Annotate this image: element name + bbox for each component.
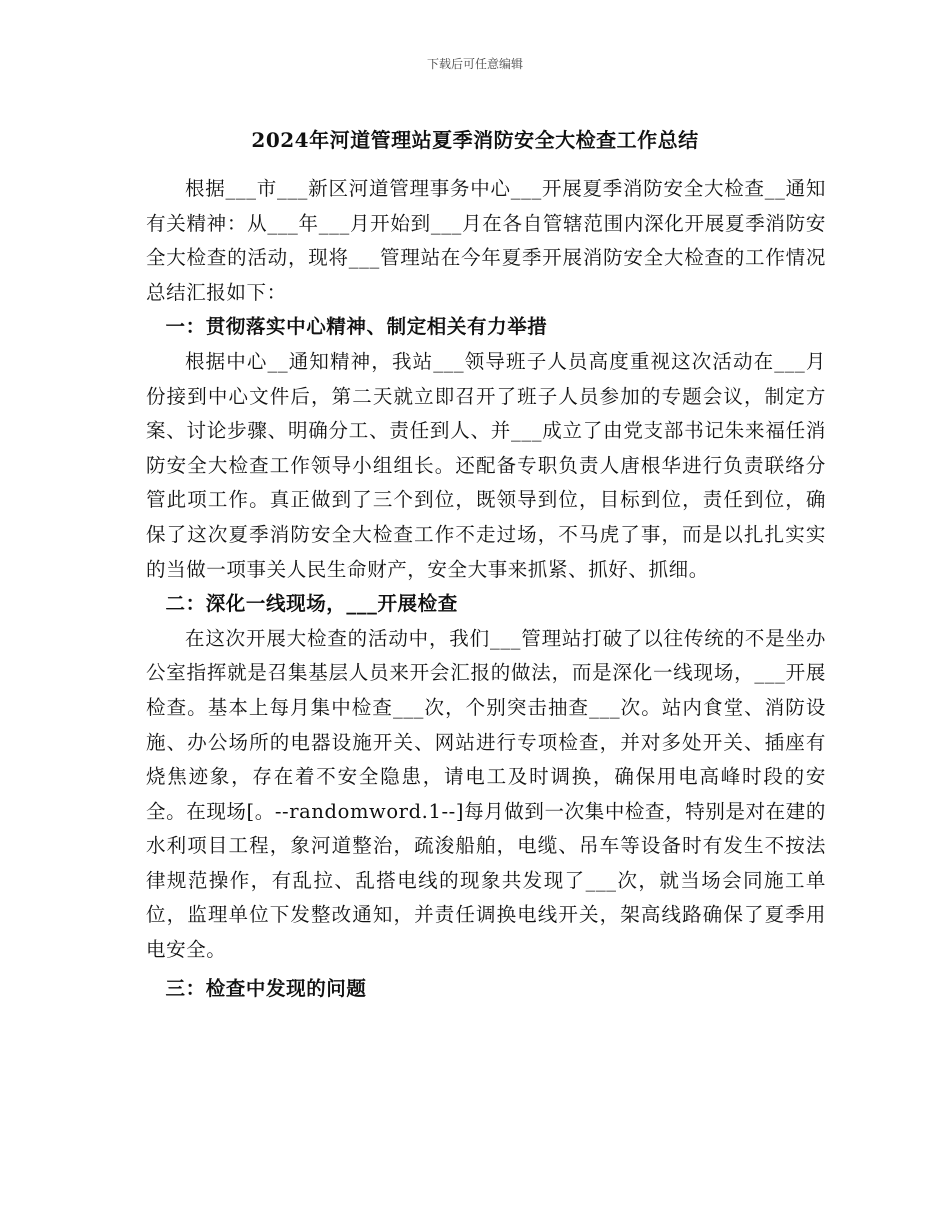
intro-paragraph: 根据___市___新区河道管理事务中心___开展夏季消防安全大检查__通知有关精神：从___年___月开始到___月在各自管辖范围内深化开展夏季消防安全大检查的活动，现将___管理站在今年夏季开展消防安全大检查的工作情况总结汇报如下： — [146, 177, 826, 304]
section-2-heading: 二：深化一线现场，___开展检查 — [165, 592, 458, 616]
section-2-paragraph: 在这次开展大检查的活动中，我们___管理站打破了以往传统的不是坐办公室指挥就是召集基层人员来开会汇报的做法，而是深化一线现场，___开展检查。基本上每月集中检查___次，个别突击抽查___次。站内食堂、消防设施、办公场所的电器设施开关、网站进行专项检查，并对多处开关、插座有烧焦迹象，存在着不安全隐患，请电工及时调换，确保用电高峰时段的安全。在现场[。--randomword.1--]每月做到一次集中检查，特别是对在建的水利项目工程，象河道整治，疏浚船舶，电缆、吊车等设备时有发生不按法律规范操作，有乱拉、乱搭电线的现象共发现了___次，就当场会同施工单位，监理单位下发整改通知，并责任调换电线开关，架高线路确保了夏季用电安全。 — [146, 626, 826, 962]
document-body — [146, 172, 826, 1006]
page-header-note: 下载后可任意编辑 — [426, 57, 523, 71]
section-1-heading: 一：贯彻落实中心精神、制定相关有力举措 — [165, 315, 548, 339]
section-3-heading: 三：检查中发现的问题 — [165, 976, 367, 1000]
document-title: 2024年河道管理站夏季消防安全大检查工作总结 — [251, 128, 699, 152]
section-1-paragraph: 根据中心__通知精神，我站___领导班子人员高度重视这次活动在___月份接到中心文件后，第二天就立即召开了班子人员参加的专题会议，制定方案、讨论步骤、明确分工、责任到人、并___成立了由党支部书记朱来福任消防安全大检查工作领导小组组长。还配备专职负责人唐根华进行负责联络分管此项工作。真正做到了三个到位，既领导到位，目标到位，责任到位，确保了这次夏季消防安全大检查工作不走过场，不马虎了事，而是以扎扎实实的当做一项事关人民生命财产，安全大事来抓紧、抓好、抓细。 — [146, 349, 826, 581]
